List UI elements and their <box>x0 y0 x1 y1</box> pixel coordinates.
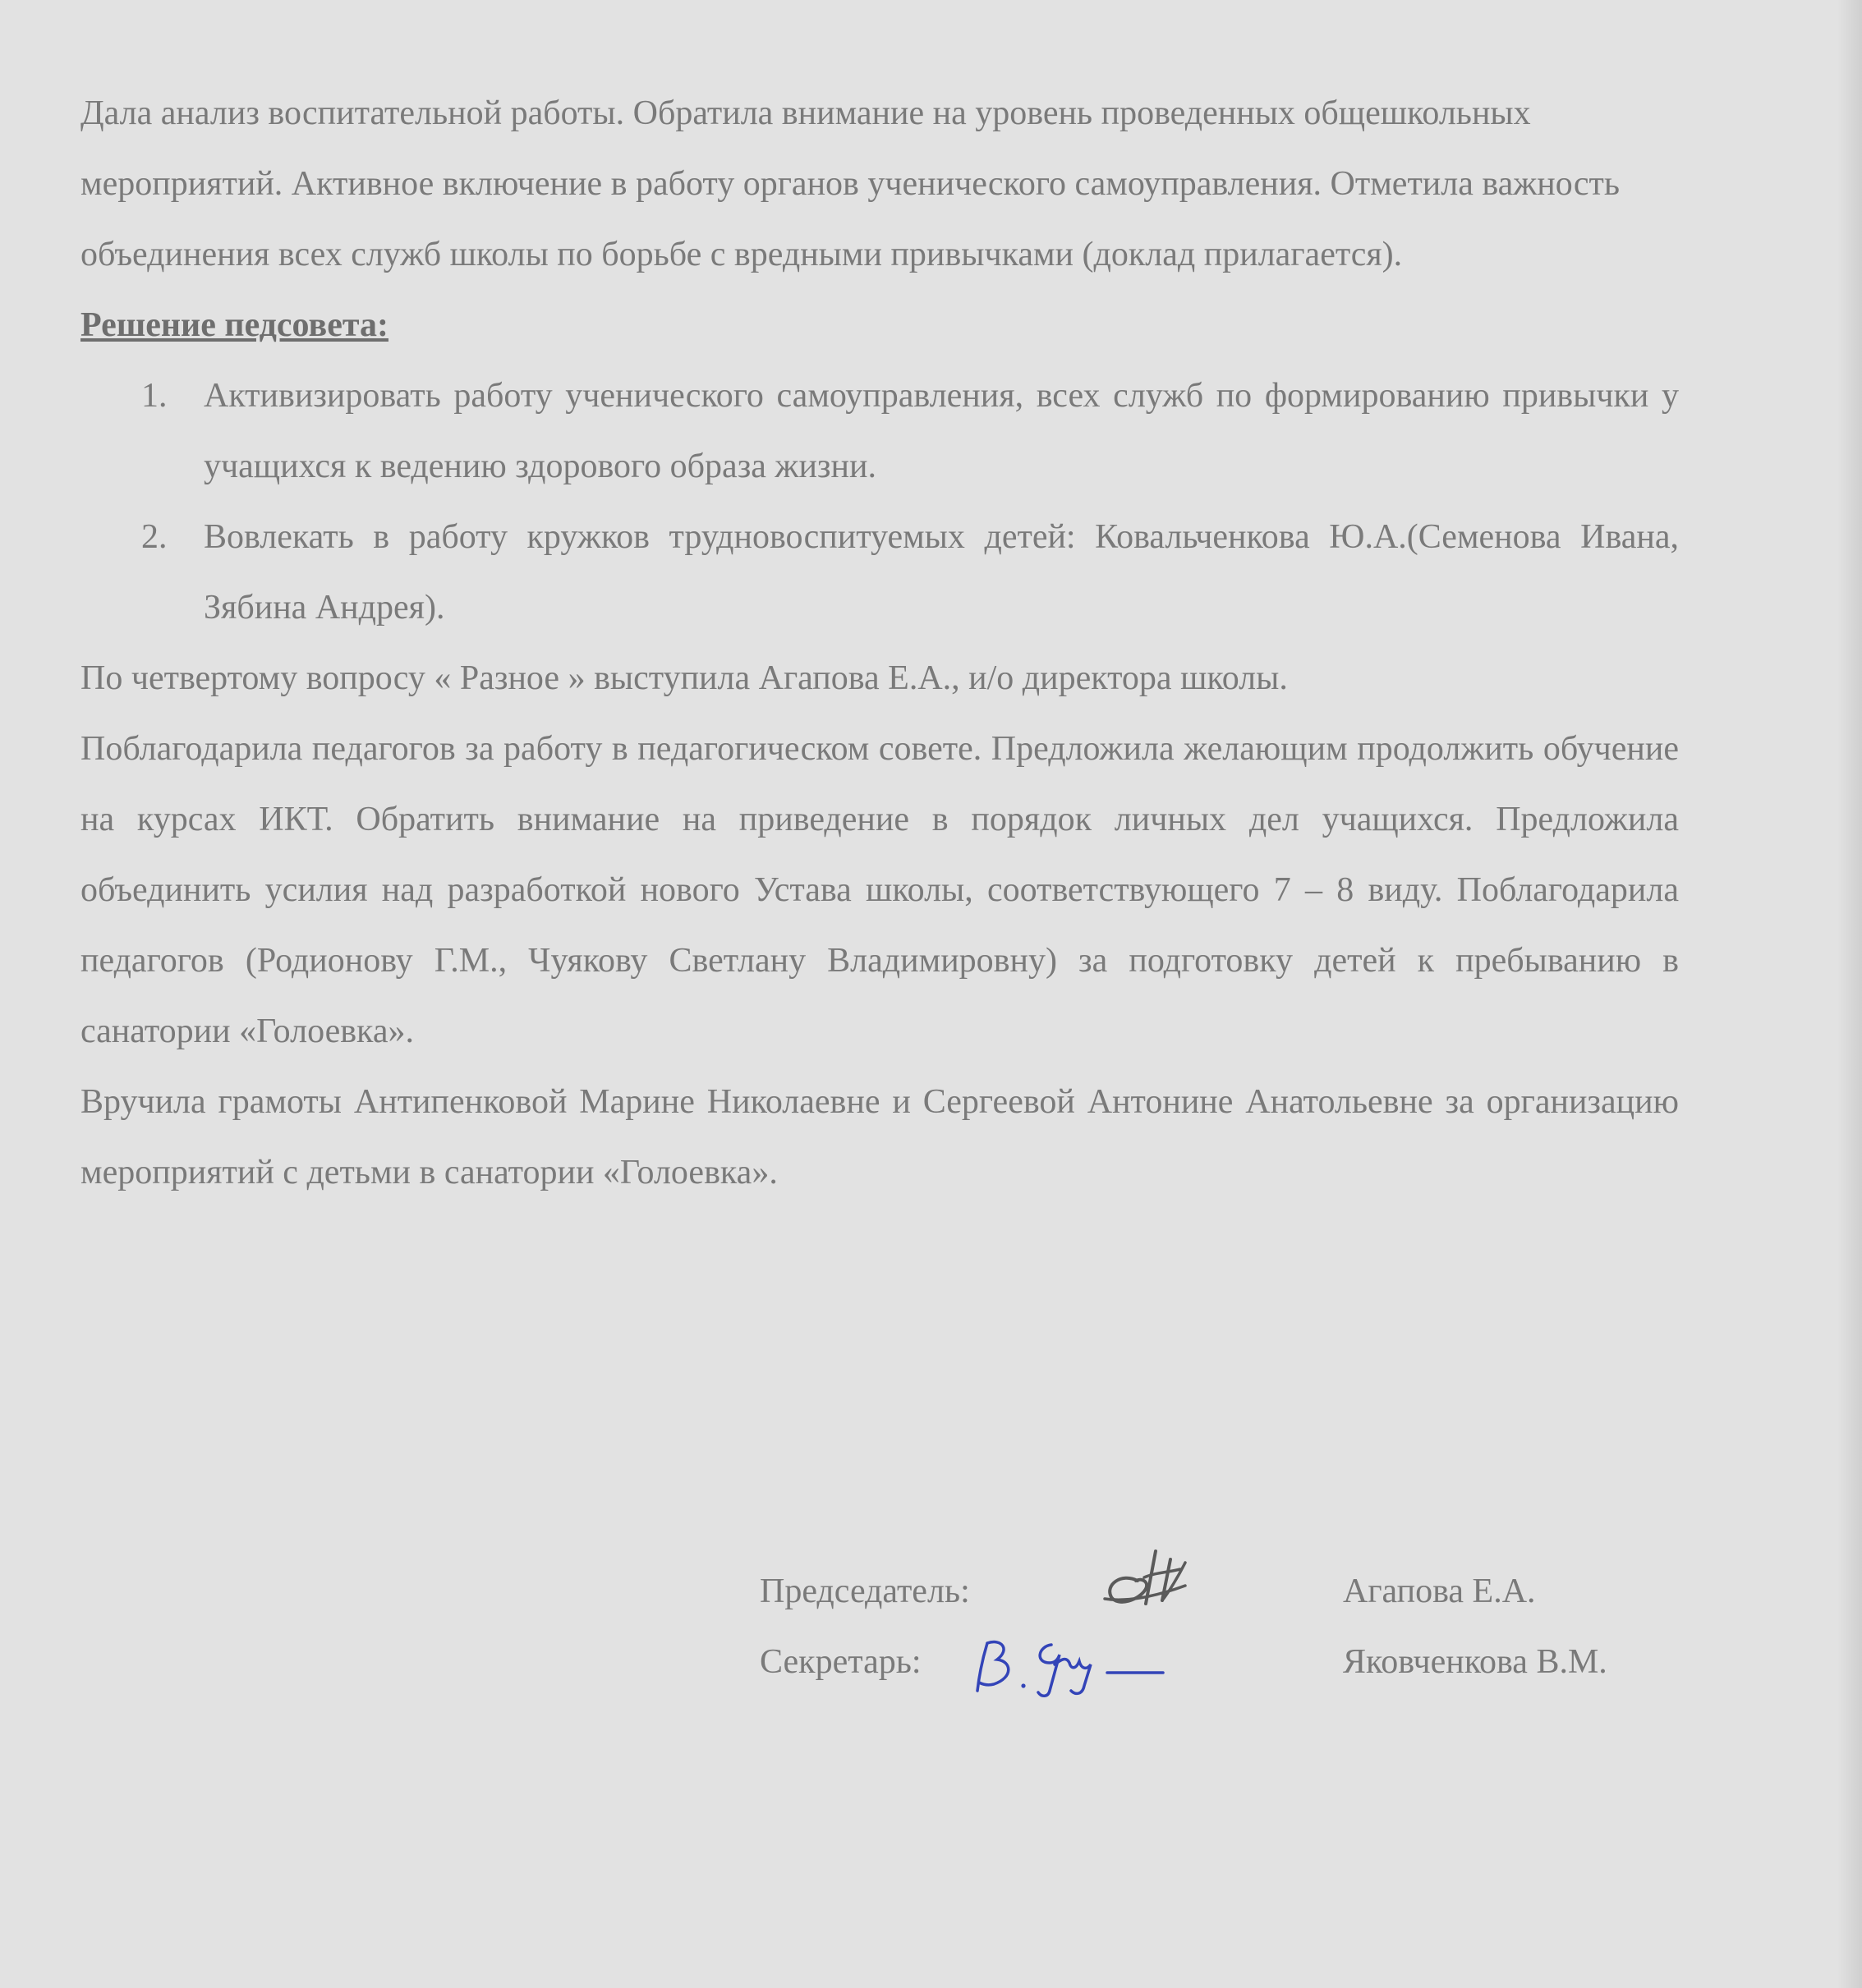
page-edge-shadow <box>1837 0 1862 1988</box>
paragraph-fourth-question: По четвертому вопросу « Разное » выступила Агапова Е.А., и/о директора школы. <box>80 659 1288 697</box>
decision-text: Вовлекать в работу кружков трудновоспитуемых детей: Ковальченкова Ю.А.(Семенова Ивана, Зябина Андрея). <box>204 518 1679 627</box>
chair-role-label: Председатель: <box>760 1572 970 1610</box>
chair-signature-row <box>760 1556 1680 1627</box>
paragraph-awards: Вручила грамоты Антипенковой Марине Николаевне и Сергеевой Антонине Анатольевне за организацию мероприятий с детьми в санатории «Голоевка». <box>80 1083 1679 1191</box>
document-body <box>80 78 1679 1208</box>
secretary-role-label: Секретарь: <box>760 1643 922 1681</box>
secretary-name: Яковченкова В.М. <box>1343 1643 1607 1681</box>
chair-signature-icon <box>1088 1540 1195 1622</box>
secretary-signature-icon <box>969 1627 1175 1701</box>
paragraph-thanks: Поблагодарила педагогов за работу в педагогическом совете. Предложила желающим продолжить обучение на курсах ИКТ. Обратить внимание на приведение в порядок личных дел учащихся. Предложила объединить усилия над разработкой нового Устава школы, соответствующего 7 – 8 виду. Поблагодарила педагогов (Родионову Г.М., Чуякову Светлану Владимировну) за подготовку детей к пребыванию в санатории «Голоевка». <box>80 730 1679 1050</box>
chair-name: Агапова Е.А. <box>1343 1572 1536 1610</box>
secretary-signature-row <box>760 1627 1680 1697</box>
decision-list <box>80 360 1679 643</box>
decision-number: 1. <box>141 377 168 415</box>
decision-item <box>141 360 1679 502</box>
decision-number: 2. <box>141 518 168 556</box>
decision-heading: Решение педсовета: <box>80 306 388 344</box>
decision-text: Активизировать работу ученического самоуправления, всех служб по формированию привычки у учащихся к ведению здорового образа жизни. <box>204 377 1679 485</box>
decision-item <box>141 502 1679 643</box>
signature-block <box>760 1556 1680 1697</box>
paragraph-analysis: Дала анализ воспитательной работы. Обратила внимание на уровень проведенных общешкольных мероприятий. Активное включение в работу органов ученического самоуправления. Отметила важность объединения всех служб школы по борьбе с вредными привычками (доклад прилагается). <box>80 94 1620 273</box>
